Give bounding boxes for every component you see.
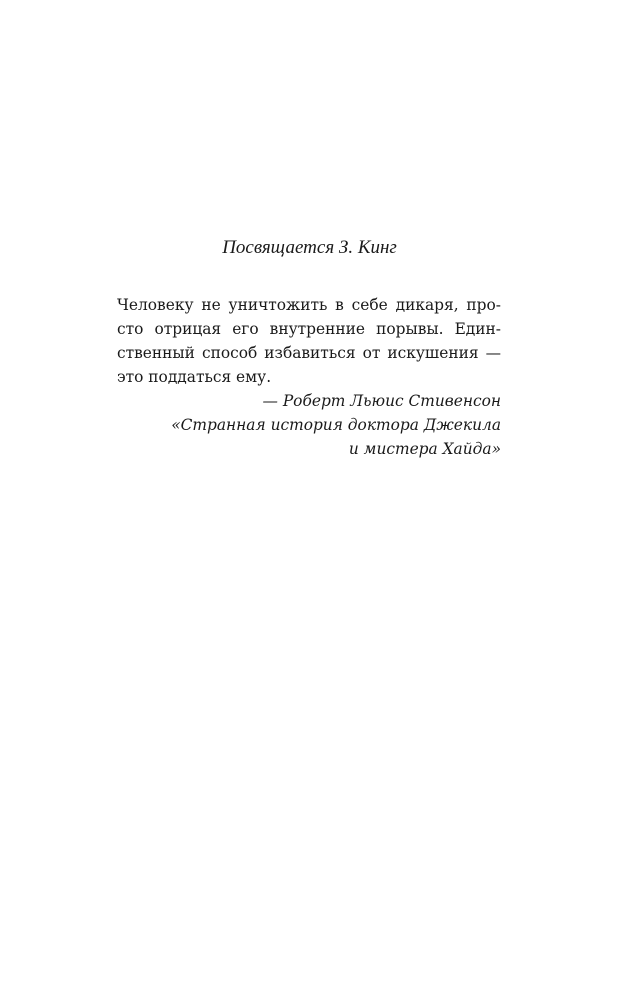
epigraph-line: сто отрицая его внутренние порывы. Един- (117, 320, 501, 338)
epigraph-source: «Странная история доктора Джекила (171, 416, 501, 434)
epigraph-quote (117, 293, 501, 389)
epigraph-line: ственный способ избавиться от искушения — (117, 344, 501, 362)
epigraph-line: это поддаться ему. (117, 368, 272, 386)
epigraph (117, 293, 501, 461)
epigraph-line: Человеку не уничтожить в себе дикаря, про- (117, 296, 501, 314)
epigraph-attribution (117, 389, 501, 461)
epigraph-source: и мистера Хайда» (348, 440, 501, 458)
epigraph-author: — Роберт Льюис Стивенсон (262, 392, 501, 410)
dedication: Посвящается З. Кинг (222, 237, 397, 258)
